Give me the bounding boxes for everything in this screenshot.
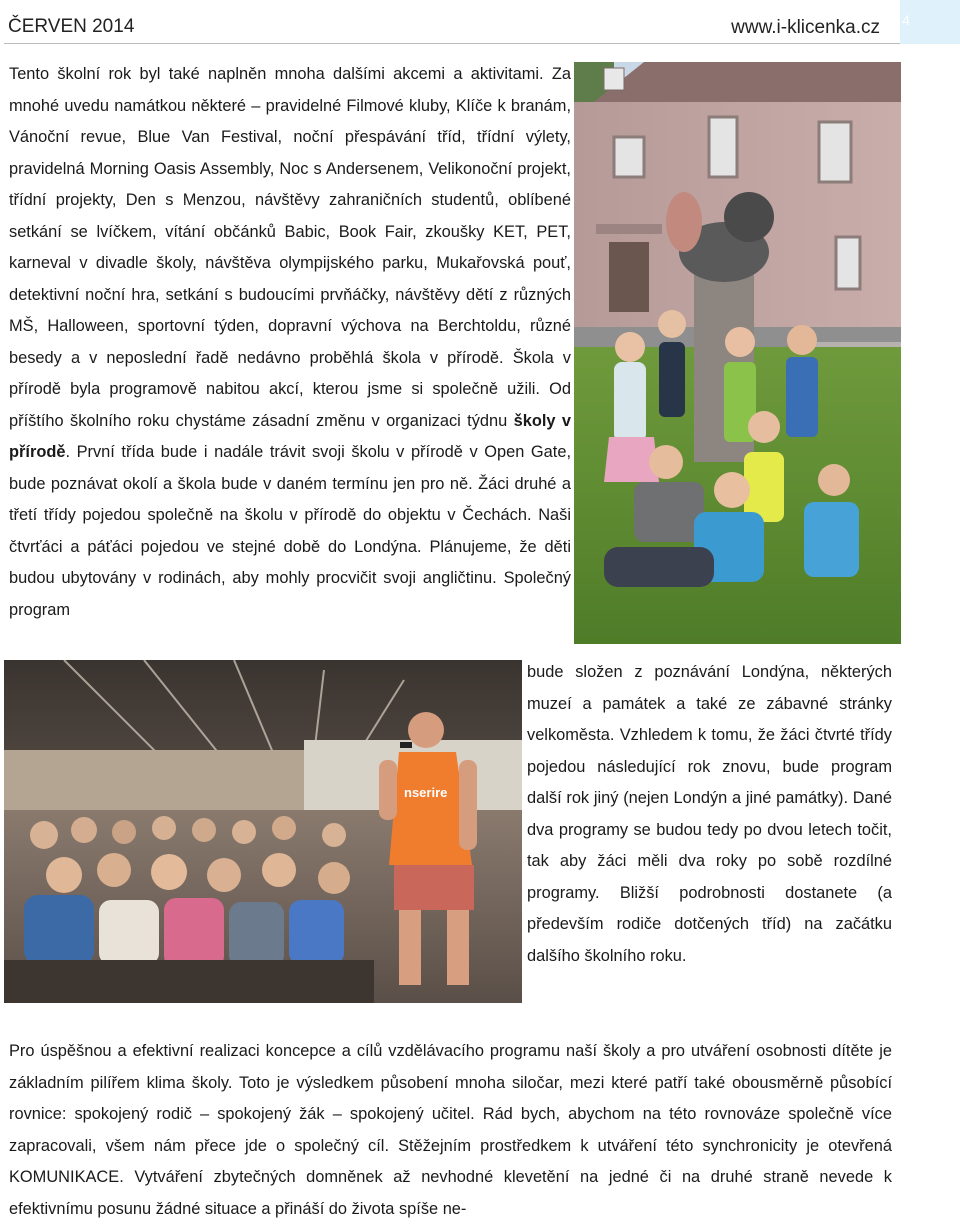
page-number-tab [900,0,960,44]
header-divider [4,43,900,44]
paragraph-2-start: Škola v přírodě byla programově nabitou akcí, kterou jsme si společně užili. Od příštího školního roku chystáme zásadní změnu v organizaci týdnu [9,348,571,430]
photo-children-statue [574,62,901,644]
website-link[interactable]: www.i-klicenka.cz [731,17,880,38]
paragraph-2-bold: školy v přírodě [9,411,571,461]
photo-presentation-hall [4,660,522,1003]
issue-date: ČERVEN 2014 [8,16,135,37]
shirt-logo-text: nserire [404,785,448,800]
article-paragraph-3 [9,1036,892,1225]
photo-children-statue-image [574,62,901,644]
page-header [0,0,960,44]
article-paragraph-2-continued [527,657,892,972]
photo-presentation-hall-image [4,660,522,1003]
page-number: 4 [902,12,910,28]
paragraph-1-text: Tento školní rok byl také naplněn mnoha dalšími akcemi a aktivitami. Za mnohé uvedu namátkou některé – pravidelné Filmové kluby, Klíče k branám, Vánoční revue, Blue Van Festival, noční přespávání tříd, třídní výlety, pravidelná Morning Oasis Assembly, Noc s Andersenem, Velikonoční projekt, třídní projekty, Den s Menzou, návštěvy zahraničních studentů, oblíbené setkání se lvíčkem, vítání občánků Babic, Book Fair, zkoušky KET, PET, karneval v divadle školy, návštěva olympijského parku, Mukařovská pouť, detektivní noční hra, setkání s budoucími prvňáčky, návštěvy dětí z různých MŠ, Halloween, sportovní týden, dopravní výchova na Berchtoldu, různé besedy a v neposlední řadě nedávno proběhlá škola v přírodě. [9,65,571,367]
paragraph-3-text: Pro úspěšnou a efektivní realizaci koncepce a cílů vzdělávacího programu naší školy a pro utváření osobnosti dítěte je základním pilířem klima školy. Toto je výsledkem působení mnoha siločar, mezi které patří také obousměrně působící rovnice: spokojený rodič – spokojený žák – spokojený učitel. Rád bych, abychom na této rovnováze společně více zapracovali, všem nám přece jde o společný cíl. Stěžejním prostředkem k utváření této synchronicity je otevřená KOMUNIKACE. Vytváření zbytečných domněnek až nevhodné klevetění na jedné či na druhé straně nevede k efektivnímu posunu žádné situace a přináší do života spíše ne- [9,1042,892,1218]
paragraph-2-continued-text: bude složen z poznávání Londýna, některých muzeí a památek a také ze zábavné stránky velkoměsta. Vzhledem k tomu, že žáci čtvrté třídy pojedou následující rok znovu, bude program další rok jiný (nejen Londýn a jiné památky). Dané dva programy se budou tedy po dvou letech točit, tak aby žáci měli dva roky po sobě rozdílné programy. Bližší podrobnosti dostanete (a především rodiče dotčených tříd) na začátku dalšího školního roku. [527,663,892,965]
paragraph-2-end: . První třída bude i nadále trávit svoji školu v přírodě v Open Gate, bude poznávat okolí a škola bude v daném termínu jen pro ně. Žáci druhé a třetí třídy pojedou společně na školu v přírodě do objektu v Čechách. Naši čtvrťáci a páťáci pojedou ve stejné době do Londýna. Plánujeme, že děti budou ubytovány v rodinách, aby mohly procvičit svoji angličtinu. Společný program [9,443,571,619]
article-paragraph-1 [9,59,571,626]
